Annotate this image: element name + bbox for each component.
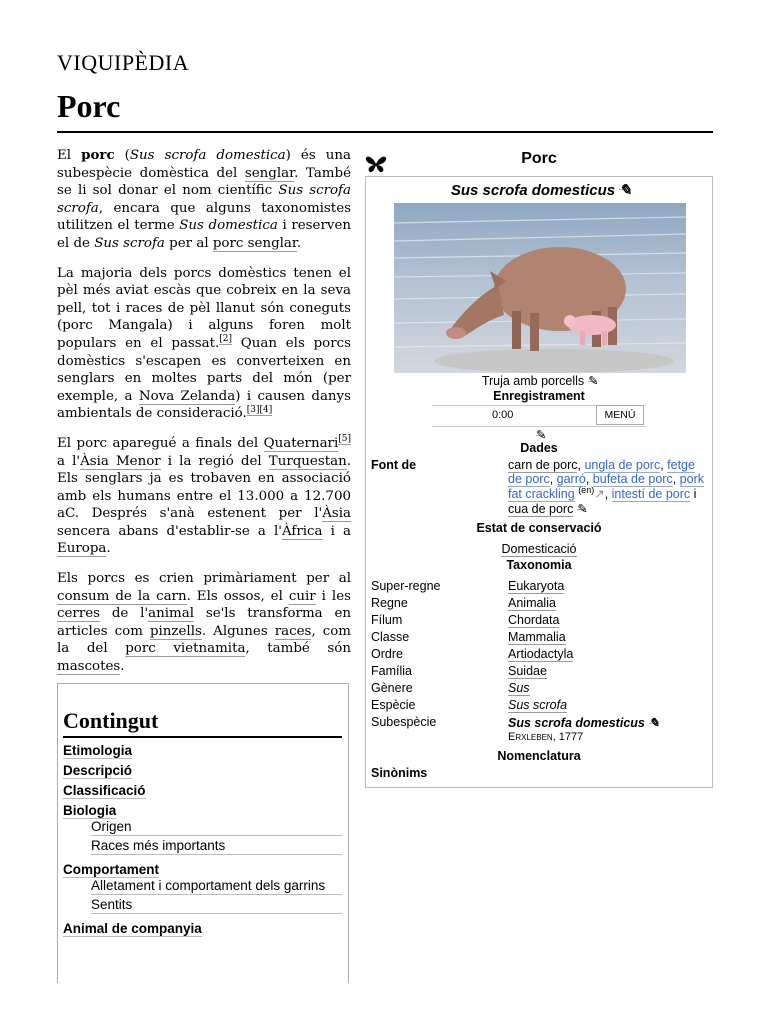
language-tag: (en) xyxy=(578,484,595,495)
toc-item-descripcio[interactable]: Descripció xyxy=(63,763,133,778)
taxon-link[interactable]: Mammalia xyxy=(508,630,566,644)
data-section-label: Dades xyxy=(520,441,558,455)
text: i les xyxy=(315,588,351,604)
link-consum-carn[interactable]: consum de la carn xyxy=(57,588,187,604)
toc-subitem-races[interactable]: Races més importants xyxy=(91,838,342,855)
reference-link[interactable]: [3] xyxy=(246,404,260,415)
authority-year: , 1777 xyxy=(552,731,584,743)
player-menu-button[interactable]: MENÚ xyxy=(596,405,644,425)
link-mascotes[interactable]: mascotes xyxy=(57,659,121,675)
link-turquestan[interactable]: Turquestan xyxy=(268,453,347,469)
pig-photo[interactable] xyxy=(394,203,686,373)
italic-term: Sus scrofa scrofa xyxy=(57,183,351,216)
text: Quan els porcs domèstics s'escapen es converteixen en senglars en moltes parts del món (per exemple, a xyxy=(57,335,351,404)
link-intesti[interactable]: intestí de porc xyxy=(611,487,691,501)
taxon-name: Sus scrofa domesticus xyxy=(508,716,645,730)
text: ( xyxy=(114,148,130,163)
text: de l' xyxy=(100,606,149,622)
text: , encara que alguns taxonomistes utilitzen el terme xyxy=(57,200,351,234)
text: i reserven el de xyxy=(57,218,351,251)
recording-label: Enregistrament xyxy=(493,389,585,403)
link-porc-senglar[interactable]: porc senglar xyxy=(212,235,297,251)
link-pinzells[interactable]: pinzells xyxy=(149,623,202,639)
text: . Algunes xyxy=(201,623,275,639)
infobox: Sus scrofa domesticus ✎ Truja amb porcells ✎ Enregistrament 0:00 MENÚ ✎ Dades Font de carn de porc, ungla de porc, fetge de porc, garró, bufeta de porc, pork fat crackling $^{(en)}$↗, intestí de porc i cua de porc ✎ Estat de conservació Domesticació Taxonomia Super-regne Eukaryota Regne Animalia Fílum Chordata Classe Mammalia Ordre Artiodactyla Família Suidae Gènere Sus Espècie Sus scrofa Subespècie Sus scrofa domesticus ✎ Erxleben, 1777 Nomenclatura Sinònims xyxy=(365,176,713,788)
link-cerres[interactable]: cerres xyxy=(57,606,101,622)
synonyms-label: Sinònims xyxy=(371,766,428,780)
edit-pencil-icon[interactable]: ✎ xyxy=(577,502,588,516)
toc-item-comportament[interactable]: Comportament xyxy=(63,862,160,877)
link-bufeta[interactable]: bufeta de porc xyxy=(592,472,673,486)
audio-player[interactable] xyxy=(432,405,646,427)
conservation-value: Domesticació xyxy=(501,542,577,556)
paragraph-intro xyxy=(57,147,351,253)
link-europa[interactable]: Europa xyxy=(57,541,107,557)
toc-item-etimologia[interactable]: Etimologia xyxy=(63,743,133,758)
taxon-link[interactable]: Eukaryota xyxy=(508,579,565,593)
edit-pencil-icon[interactable]: ✎ xyxy=(619,182,632,199)
text: El porc aparegué a finals del xyxy=(57,435,264,451)
text: La majoria dels porcs domèstics tenen el pèl més aviat escàs que cobreix en la seva pell, tot i races de pèl llanut són coneguts (porc Mangala) i alguns foren molt populars en el passat. xyxy=(57,265,351,351)
reference-link[interactable]: [2] xyxy=(219,334,233,345)
taxon-link[interactable]: Animalia xyxy=(508,596,556,610)
table-of-contents xyxy=(57,683,349,983)
link-nova-zelanda[interactable]: Nova Zelanda xyxy=(138,388,236,404)
reference-link[interactable]: [4] xyxy=(259,404,273,415)
paragraph-fur xyxy=(57,265,351,423)
text: , com la del xyxy=(57,623,351,657)
text: . xyxy=(120,659,125,675)
text: sencera abans d'establir-se a l' xyxy=(57,523,282,539)
link-pork-fat-crackling[interactable]: pork fat crackling xyxy=(508,472,704,501)
text: ) i causen danys ambientals de consideració. xyxy=(57,388,351,422)
toc-subitem-origen[interactable]: Origen xyxy=(91,819,342,836)
text: ) és una subespècie domèstica del xyxy=(57,148,351,181)
player-time: 0:00 xyxy=(492,409,514,421)
edit-pencil-icon[interactable]: ✎ xyxy=(648,716,660,730)
authority-name[interactable]: Erxleben xyxy=(508,731,553,743)
reference-link[interactable]: [5] xyxy=(338,434,351,445)
edit-pencil-icon[interactable]: ✎ xyxy=(588,374,599,388)
article-body xyxy=(57,147,351,688)
source-values: carn de porc, ungla de porc, fetge de porc, garró, bufeta de porc, pork fat crackling $^{(en)}$↗, intestí de porc i cua de porc ✎ xyxy=(508,458,704,516)
text: per al xyxy=(164,235,213,251)
taxon-link[interactable]: Suidae xyxy=(508,664,547,678)
link-porc-vietnamita[interactable]: porc vietnamita xyxy=(125,641,246,657)
link-quaternari[interactable]: Quaternari xyxy=(263,435,339,451)
edit-pencil-icon[interactable]: ✎ xyxy=(536,428,547,442)
text: Els porcs es crien primàriament per al xyxy=(57,571,351,587)
nomenclature-label: Nomenclatura xyxy=(497,749,581,763)
toc-title: Contingut xyxy=(63,708,342,738)
italic-term: Sus scrofa xyxy=(94,235,165,251)
bold-term: porc xyxy=(81,147,115,163)
link-africa[interactable]: Àfrica xyxy=(281,523,323,539)
toc-item-biologia[interactable]: Biologia xyxy=(63,803,117,818)
taxon-link[interactable]: Artiodactyla xyxy=(508,647,574,661)
text: a l' xyxy=(57,453,81,469)
text: se'ls transforma en articles com xyxy=(57,606,351,639)
link-races[interactable]: races xyxy=(274,623,312,639)
link-cuir[interactable]: cuir xyxy=(288,588,316,604)
link-ungla[interactable]: ungla de porc xyxy=(584,458,661,472)
page-title: Porc xyxy=(57,88,713,133)
text: . Els senglars ja es trobaven en associació amb els humans entre el 13.000 a 12.700 aC. Després s'anà estenent per l' xyxy=(57,453,351,522)
text: i la regió del xyxy=(160,453,269,469)
toc-item-classificacio[interactable]: Classificació xyxy=(63,783,146,798)
text: . xyxy=(296,235,302,251)
conservation-label: Estat de conservació xyxy=(476,521,602,535)
toc-subitem-sentits[interactable]: Sentits xyxy=(91,897,342,914)
toc-subitem-alletament[interactable]: Alletament i comportament dels garrins xyxy=(91,878,342,895)
text: . xyxy=(106,541,111,557)
external-link-icon[interactable]: ↗ xyxy=(594,487,605,501)
toc-item-animal-companyia[interactable]: Animal de companyia xyxy=(63,921,202,936)
text: i a xyxy=(322,523,351,539)
site-wordmark[interactable]: VIQUIPÈDIA xyxy=(57,50,190,75)
link-asia[interactable]: Àsia xyxy=(322,506,351,522)
text: . També se li sol donar el nom científic xyxy=(57,165,351,199)
photo-caption: Truja amb porcells ✎ xyxy=(481,374,599,388)
link-carn-de-porc[interactable]: carn de porc xyxy=(508,458,578,472)
text: El xyxy=(57,148,82,163)
italic-term: Sus scrofa domestica xyxy=(129,148,286,163)
source-label: Font de xyxy=(371,458,417,472)
text: , també són xyxy=(245,641,351,657)
taxon-link[interactable]: Chordata xyxy=(508,613,560,627)
infobox-title: Porc xyxy=(521,150,557,167)
paragraph-origin xyxy=(57,435,351,558)
infobox-scientific-name: Sus scrofa domesticus ✎ xyxy=(450,182,632,199)
italic-term: Sus domestica xyxy=(179,218,278,234)
link-fetge[interactable]: fetge de porc xyxy=(508,458,695,486)
paragraph-uses xyxy=(57,570,351,676)
link-cua[interactable]: cua de porc xyxy=(508,502,574,516)
taxon-link[interactable]: Sus scrofa xyxy=(508,698,568,712)
text: . Els ossos, el xyxy=(186,588,289,604)
link-asia-menor[interactable]: Àsia Menor xyxy=(80,453,161,469)
taxonomy-label: Taxonomia xyxy=(506,558,572,572)
taxon-link[interactable]: Sus xyxy=(508,681,530,695)
link-senglar[interactable]: senglar xyxy=(244,165,295,181)
link-animal[interactable]: animal xyxy=(148,606,194,622)
link-garro[interactable]: garró xyxy=(556,472,586,486)
